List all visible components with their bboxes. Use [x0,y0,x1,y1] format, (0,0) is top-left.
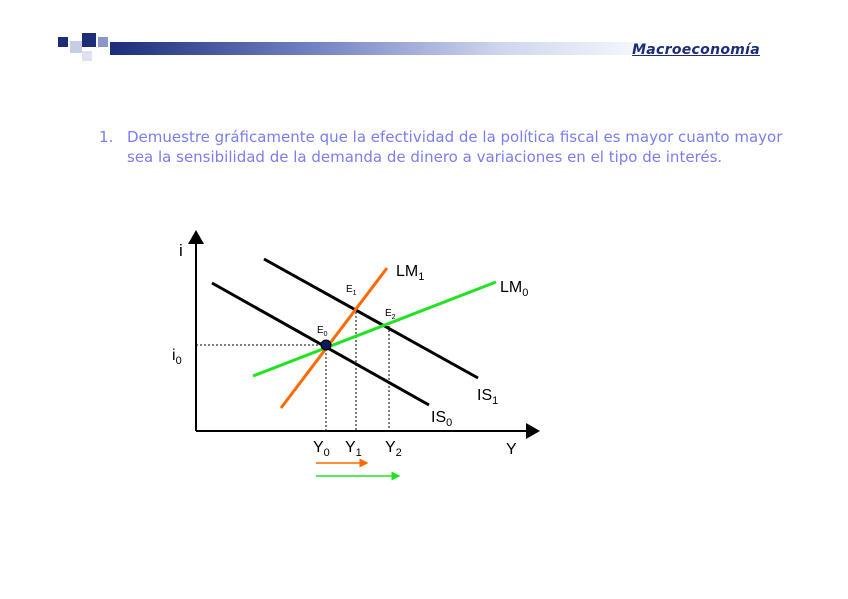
is1-label: $IS_1$ [477,387,499,407]
e1-label: $E_1$ [346,284,357,297]
e2-label: $E_2$ [385,308,396,321]
i0-label: $i_0$ [172,347,182,367]
x-axis-label: Y [506,441,517,458]
equilibrium-point-e0 [321,340,331,350]
lm1-curve [281,268,387,408]
question-number: 1. [99,128,114,146]
lm0-curve [253,282,496,376]
question-text: Demuestre gráficamente que la efectividad de la política fiscal es mayor cuanto mayor sea la sensibilidad de la demanda de dinero a variaciones en el tipo de interés. [127,128,783,166]
y-axis-label: i [179,241,183,260]
header-title: Macroeconomía [632,42,760,58]
is0-label: $IS_0$ [431,409,453,429]
y0-label: $Y_0$ [313,439,330,459]
is0-curve [212,283,429,405]
y1-label: $Y_1$ [345,439,362,459]
y2-label: $Y_2$ [385,439,402,459]
lm1-label: $LM_1$ [396,263,425,283]
lm0-label: $LM_0$ [500,279,529,299]
e0-label: $E_0$ [317,325,328,338]
